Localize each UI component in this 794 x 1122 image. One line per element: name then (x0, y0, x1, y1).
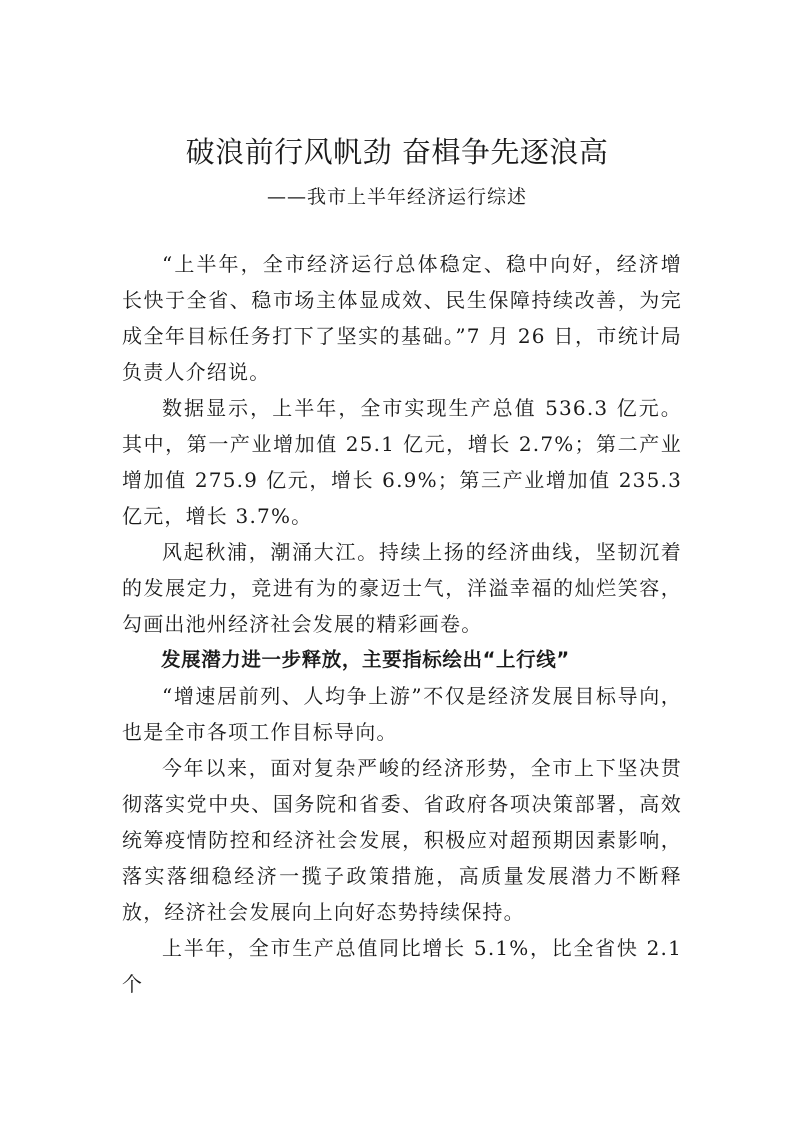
article-body (122, 246, 682, 1002)
body-paragraph: 今年以来，面对复杂严峻的经济形势，全市上下坚决贯彻落实党中央、国务院和省委、省政府各项决策部署，高效统筹疫情防控和经济社会发展，积极应对超预期因素影响，落实落细稳经济一揽子政策措施，高质量发展潜力不断释放，经济社会发展向上向好态势持续保持。 (122, 756, 682, 924)
body-paragraph: “增速居前列、人均争上游”不仅是经济发展目标导向，也是全市各项工作目标导向。 (122, 684, 682, 744)
body-paragraph: 数据显示，上半年，全市实现生产总值 536.3 亿元。其中，第一产业增加值 25.1 亿元，增长 2.7%；第二产业增加值 275.9 亿元，增长 6.9%；第三产业增加值 235.3 亿元，增长 3.7%。 (122, 396, 682, 528)
body-paragraph: “上半年，全市经济运行总体稳定、稳中向好，经济增长快于全省、稳市场主体显成效、民生保障持续改善，为完成全年目标任务打下了坚实的基础。”7 月 26 日，市统计局负责人介绍说。 (122, 252, 682, 384)
body-paragraph: 风起秋浦，潮涌大江。持续上扬的经济曲线，坚韧沉着的发展定力，竞进有为的豪迈士气，洋溢幸福的灿烂笑容，勾画出池州经济社会发展的精彩画卷。 (122, 540, 682, 636)
body-paragraph: 上半年，全市生产总值同比增长 5.1%，比全省快 2.1 个 (122, 936, 682, 996)
section-heading: 发展潜力进一步释放，主要指标绘出“上行线” (161, 648, 570, 671)
article-title: 破浪前行风帆劲 奋楫争先逐浪高 (185, 135, 609, 169)
article-subtitle: ——我市上半年经济运行综述 (266, 186, 527, 208)
